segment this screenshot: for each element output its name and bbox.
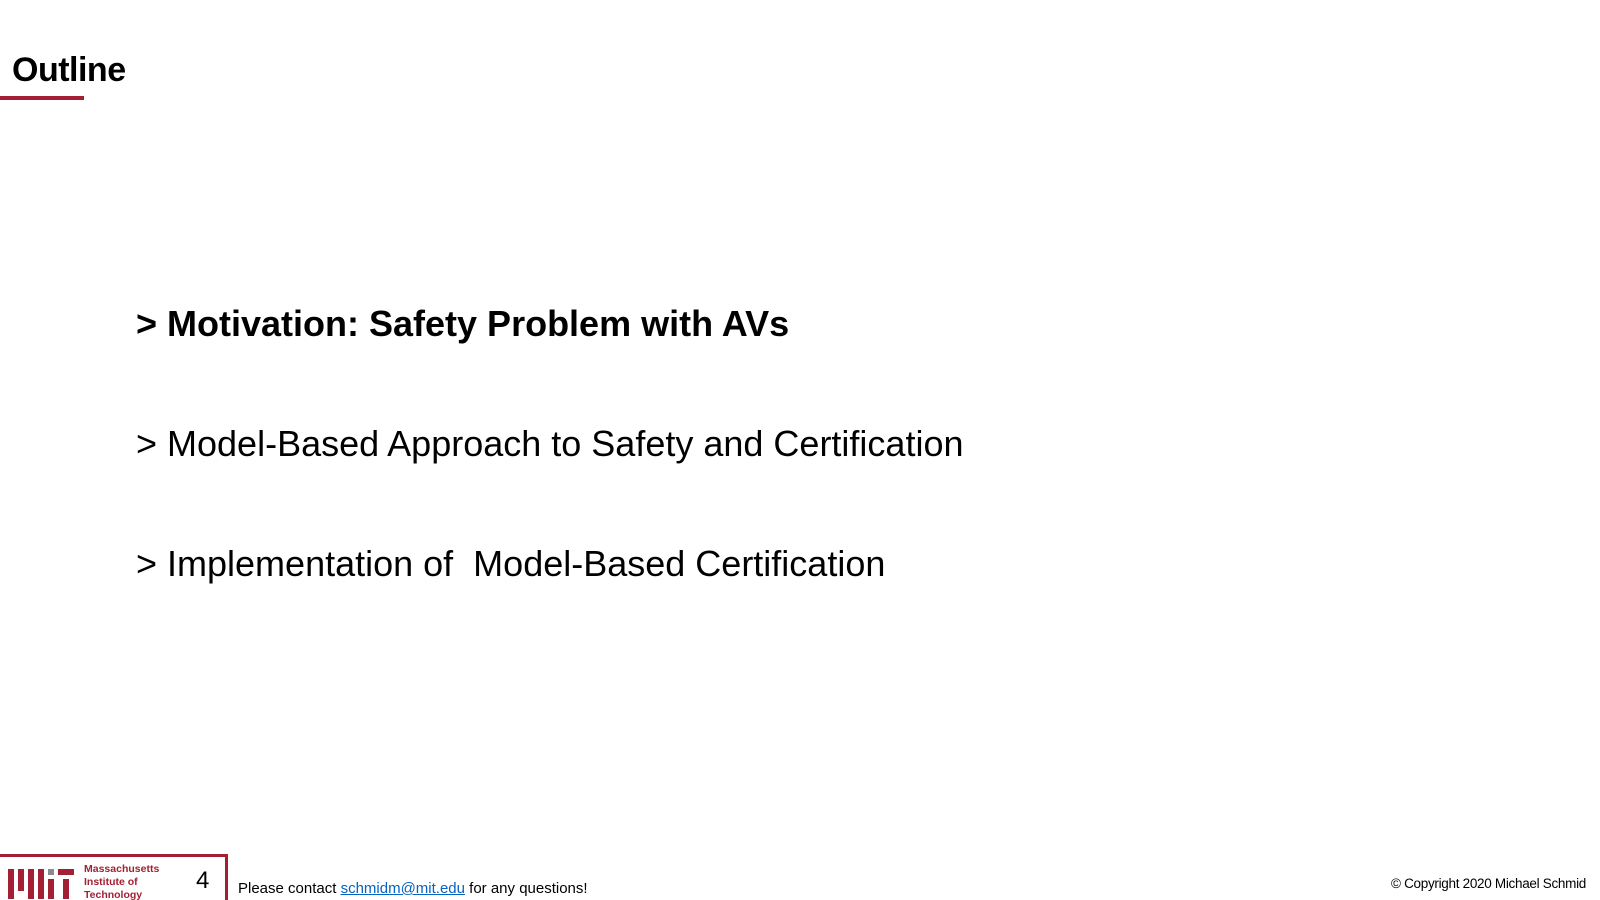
mit-wordmark-line: Massachusetts xyxy=(84,863,160,875)
contact-email-link[interactable]: schmidm@mit.edu xyxy=(340,880,465,897)
title-underline xyxy=(0,96,84,100)
outline-item-model-based-approach: > Model-Based Approach to Safety and Certification xyxy=(136,423,964,464)
contact-suffix: for any questions! xyxy=(465,880,588,897)
footer-logo-box xyxy=(0,854,228,900)
mit-logo-icon xyxy=(8,865,74,899)
slide-title: Outline xyxy=(12,51,126,89)
outline-item-implementation: > Implementation of Model-Based Certification xyxy=(136,543,886,584)
mit-wordmark-line: Technology xyxy=(84,889,143,900)
footer-copyright: © Copyright 2020 Michael Schmid xyxy=(1391,876,1586,891)
mit-wordmark xyxy=(84,863,159,900)
page-number: 4 xyxy=(196,867,210,894)
contact-prefix: Please contact xyxy=(238,880,341,897)
footer-contact xyxy=(238,880,588,898)
outline-item-motivation: > Motivation: Safety Problem with AVs xyxy=(136,303,790,344)
mit-wordmark-line: Institute of xyxy=(84,876,138,888)
